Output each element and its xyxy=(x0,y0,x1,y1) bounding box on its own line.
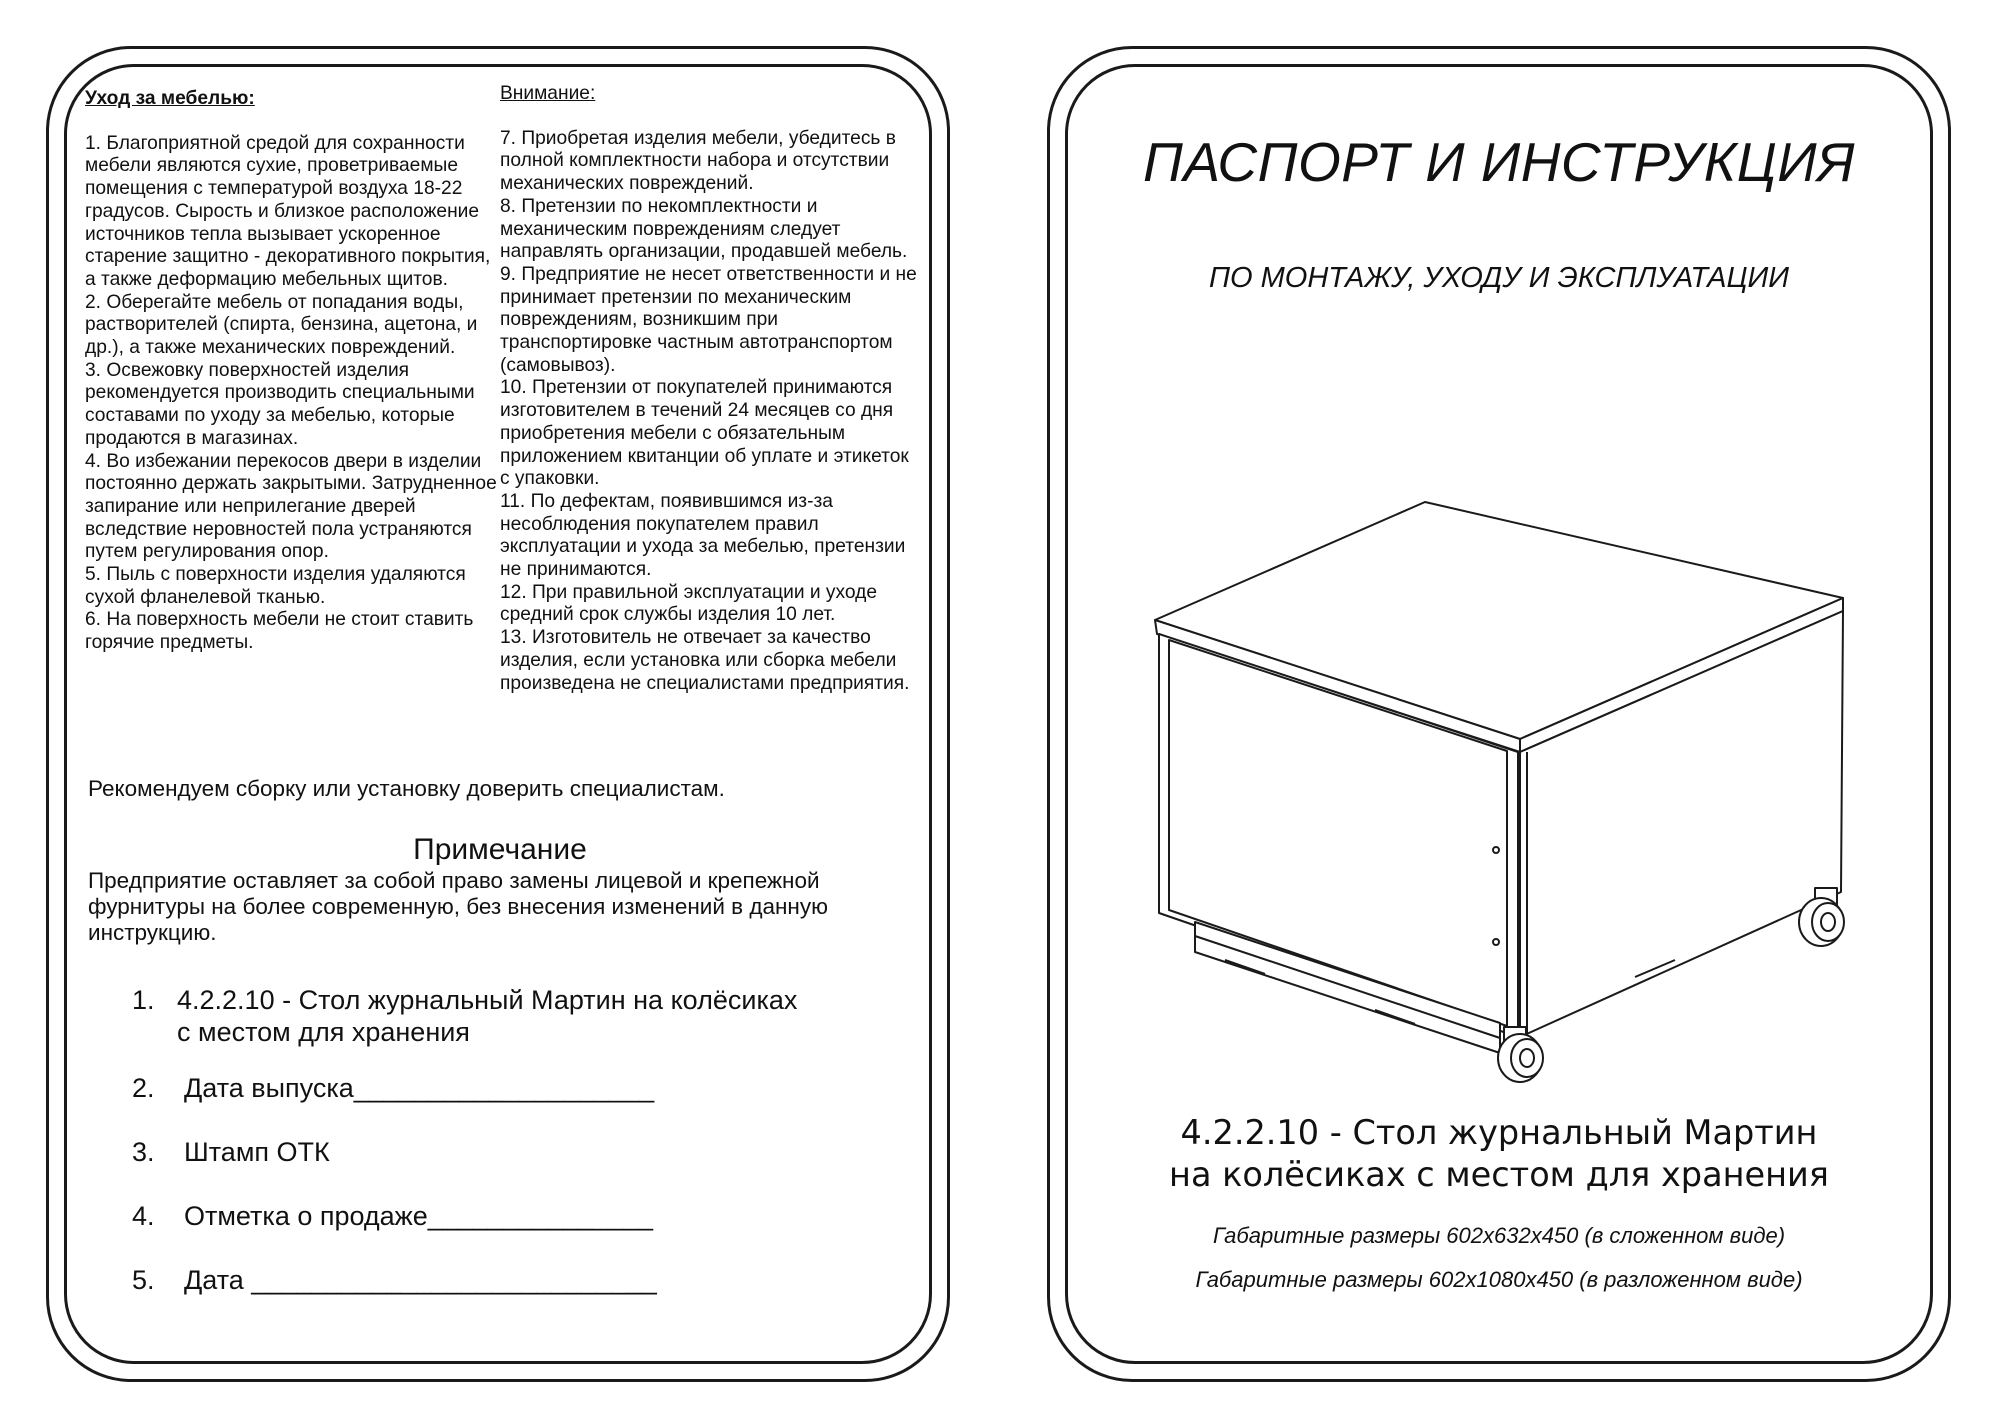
list-number: 2. xyxy=(132,1073,155,1103)
warning-item: 7. Приобретая изделия мебели, убедитесь в полной комплектности набора и отсутствии механических повреждений. xyxy=(500,127,896,195)
product-name xyxy=(1066,1112,1932,1196)
list-number: 1. xyxy=(132,985,155,1015)
dimensions-folded: Габаритные размеры 602х632х450 (в сложенном виде) xyxy=(1212,1223,1786,1248)
caster-wheel-front xyxy=(1498,1027,1543,1082)
warning-section xyxy=(500,83,920,695)
note-text: Предприятие оставляет за собой право замены лицевой и крепежной фурнитуры на более современную, без внесения изменений в данную инструкцию. xyxy=(88,868,828,945)
care-item: 2. Оберегайте мебель от попадания воды, растворителей (спирта, бензина, ацетона, и др.), а также механических повреждений. xyxy=(85,291,478,359)
otk-stamp-field: Штамп ОТК xyxy=(184,1137,330,1167)
care-section xyxy=(85,88,497,655)
sale-mark-field: Отметка о продаже_______________ xyxy=(184,1201,654,1231)
document-subtitle: ПО МОНТАЖУ, УХОДУ И ЭКСПЛУАТАЦИИ xyxy=(1208,262,1790,294)
list-number: 4. xyxy=(132,1201,155,1231)
product-name-line1: 4.2.2.10 - Стол журнальный Мартин xyxy=(1180,1113,1818,1152)
date-field: Дата ___________________________ xyxy=(184,1265,657,1295)
warning-item: 13. Изготовитель не отвечает за качество изделия, если установка или сборка мебели произведена не специалистами предприятия. xyxy=(500,627,910,694)
warning-item: 11. По дефектам, появившимся из-за несоблюдения покупателем правил эксплуатации и ухода за мебелью, претензии не принимаются. xyxy=(500,490,906,581)
care-item: 6. На поверхность мебели не стоит ставить горячие предметы. xyxy=(85,609,474,654)
dimensions-unfolded: Габаритные размеры 602х1080х450 (в разложенном виде) xyxy=(1195,1267,1803,1292)
care-item: 3. Освежовку поверхностей изделия рекомендуется производить специальными составами по уходу за мебелью, которые продаются в магазинах. xyxy=(85,359,475,449)
coffee-table-illustration xyxy=(1135,490,1865,1090)
release-date-field: Дата выпуска____________________ xyxy=(184,1073,655,1103)
list-number: 5. xyxy=(132,1265,155,1295)
care-item: 1. Благоприятной средой для сохранности мебели являются сухие, проветриваемые помещения с температурой воздуха 18-22 градусов. Сырость и близкое расположение источников тепла вызывает ускоренное старение защитно - декоративного покрытия, а также деформацию мебельных щитов. xyxy=(85,132,491,290)
document-title: ПАСПОРТ И ИНСТРУКЦИЯ xyxy=(1142,131,1856,193)
warning-item: 10. Претензии от покупателей принимаются изготовителем в течений 24 месяцев со дня приобретения мебели с обязательным приложением квитанции об уплате и этикеток с упаковки. xyxy=(500,377,909,490)
care-heading: Уход за мебелью: xyxy=(85,88,255,109)
product-name-line2: на колёсиках с местом для хранения xyxy=(1169,1155,1829,1194)
list-text: 4.2.2.10 - Стол журнальный Мартин на колёсиках xyxy=(177,985,798,1015)
list-text-continued: с местом для хранения xyxy=(177,1017,470,1047)
note-title-text: Примечание xyxy=(413,833,587,866)
note-title xyxy=(0,833,1000,867)
care-item: 5. Пыль с поверхности изделия удаляются сухой фланелевой тканью. xyxy=(85,564,466,608)
warning-heading: Внимание: xyxy=(500,83,596,104)
care-item: 4. Во избежании перекосов двери в изделии постоянно держать закрытыми. Затрудненное запирание или неприлегание дверей вследствие неровностей пола устраняются путем регулирования опор. xyxy=(85,450,497,563)
recommendation-text: Рекомендуем сборку или установку доверить специалистам. xyxy=(88,776,725,801)
warning-item: 9. Предприятие не несет ответственности и не принимает претензии по механическим повреждениям, возникшим при транспортировке частным автотранспортом (самовывоз). xyxy=(500,263,917,376)
warning-item: 8. Претензии по некомплектности и механическим повреждениям следует направлять организации, продавшей мебель. xyxy=(500,195,908,263)
list-number: 3. xyxy=(132,1137,155,1167)
warning-item: 12. При правильной эксплуатации и уходе средний срок службы изделия 10 лет. xyxy=(500,581,878,626)
